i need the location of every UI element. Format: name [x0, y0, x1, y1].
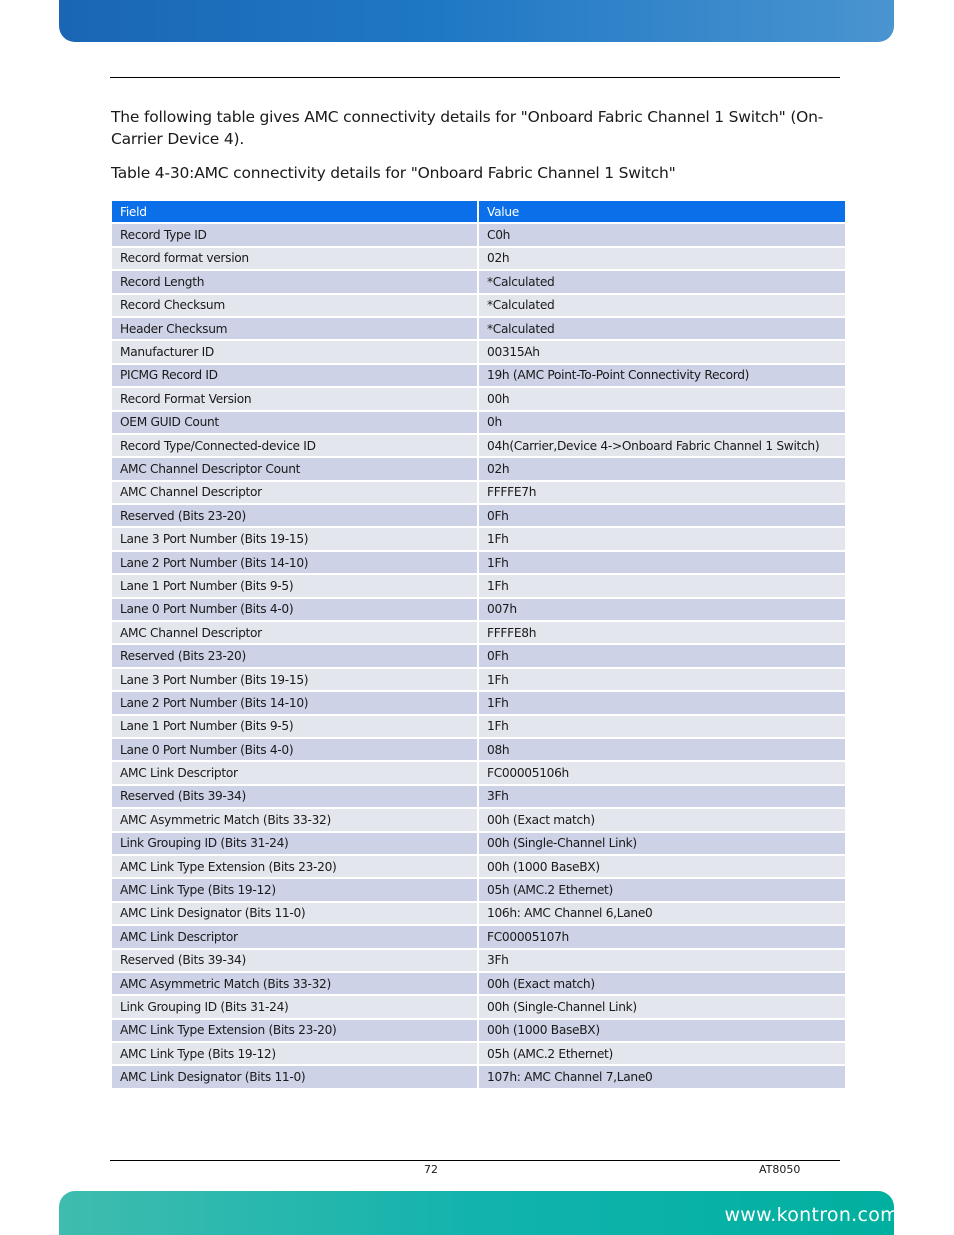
table-cell-field: Reserved (Bits 39-34)	[112, 950, 479, 973]
table-row	[112, 622, 845, 645]
table-cell-field: Lane 3 Port Number (Bits 19-15)	[112, 528, 479, 551]
table-cell-field: Record Type ID	[112, 224, 479, 247]
table-row	[112, 716, 845, 739]
table-cell-value: 00h (1000 BaseBX)	[479, 856, 845, 879]
table-row	[112, 271, 845, 294]
table-cell-field: Link Grouping ID (Bits 31-24)	[112, 996, 479, 1019]
table-row	[112, 341, 845, 364]
table-row	[112, 482, 845, 505]
table-cell-field: Record Length	[112, 271, 479, 294]
table-cell-value: FC00005107h	[479, 926, 845, 949]
table-row	[112, 809, 845, 832]
table-cell-field: AMC Link Designator (Bits 11-0)	[112, 1066, 479, 1089]
table-cell-field: Lane 3 Port Number (Bits 19-15)	[112, 669, 479, 692]
table-cell-value: 107h: AMC Channel 7,Lane0	[479, 1066, 845, 1089]
footer-rule	[110, 1160, 840, 1161]
table-cell-field: Lane 0 Port Number (Bits 4-0)	[112, 739, 479, 762]
table-cell-value: 19h (AMC Point-To-Point Connectivity Record)	[479, 365, 845, 388]
table-row	[112, 950, 845, 973]
table-cell-value: FFFFE7h	[479, 482, 845, 505]
table-cell-value: FC00005106h	[479, 762, 845, 785]
table-cell-field: PICMG Record ID	[112, 365, 479, 388]
table-cell-field: Link Grouping ID (Bits 31-24)	[112, 833, 479, 856]
table-cell-value: 08h	[479, 739, 845, 762]
document-id: AT8050	[759, 1163, 801, 1176]
table-cell-field: AMC Link Descriptor	[112, 762, 479, 785]
table-row	[112, 388, 845, 411]
table-cell-value: 00h (Exact match)	[479, 809, 845, 832]
table-row	[112, 1020, 845, 1043]
table-row	[112, 365, 845, 388]
table-cell-field: AMC Link Type (Bits 19-12)	[112, 879, 479, 902]
table-cell-field: Record Type/Connected-device ID	[112, 435, 479, 458]
table-cell-value: 00315Ah	[479, 341, 845, 364]
table-cell-value: 0Fh	[479, 645, 845, 668]
page-number: 72	[424, 1163, 438, 1176]
table-row	[112, 552, 845, 575]
table-cell-value: 3Fh	[479, 950, 845, 973]
table-row	[112, 528, 845, 551]
table-cell-field: Record Checksum	[112, 295, 479, 318]
table-cell-value: 007h	[479, 599, 845, 622]
table-body	[112, 224, 845, 1089]
table-row	[112, 739, 845, 762]
table-cell-value: 04h(Carrier,Device 4->Onboard Fabric Channel 1 Switch)	[479, 435, 845, 458]
table-cell-field: AMC Link Descriptor	[112, 926, 479, 949]
table-cell-field: AMC Link Type Extension (Bits 23-20)	[112, 1020, 479, 1043]
table-cell-value: *Calculated	[479, 271, 845, 294]
table-row	[112, 575, 845, 598]
table-cell-value: 1Fh	[479, 575, 845, 598]
table-cell-value: 1Fh	[479, 716, 845, 739]
table-cell-field: Lane 0 Port Number (Bits 4-0)	[112, 599, 479, 622]
table-row	[112, 692, 845, 715]
table-row	[112, 295, 845, 318]
table-row	[112, 833, 845, 856]
table-row	[112, 903, 845, 926]
table-cell-field: Reserved (Bits 23-20)	[112, 645, 479, 668]
table-cell-value: 00h (Exact match)	[479, 973, 845, 996]
top-banner	[59, 0, 894, 42]
table-row	[112, 412, 845, 435]
table-cell-field: Reserved (Bits 23-20)	[112, 505, 479, 528]
table-cell-value: 1Fh	[479, 528, 845, 551]
table-row	[112, 669, 845, 692]
table-cell-value: FFFFE8h	[479, 622, 845, 645]
table-cell-value: 00h (Single-Channel Link)	[479, 833, 845, 856]
table-cell-field: AMC Asymmetric Match (Bits 33-32)	[112, 973, 479, 996]
table-row	[112, 973, 845, 996]
table-cell-field: AMC Channel Descriptor Count	[112, 458, 479, 481]
table-row	[112, 879, 845, 902]
table-row	[112, 1066, 845, 1089]
table-caption: Table 4-30:AMC connectivity details for "Onboard Fabric Channel 1 Switch"	[111, 164, 676, 182]
table-row	[112, 318, 845, 341]
table-cell-value: 00h (1000 BaseBX)	[479, 1020, 845, 1043]
table-cell-field: Lane 1 Port Number (Bits 9-5)	[112, 575, 479, 598]
table-cell-field: Record Format Version	[112, 388, 479, 411]
table-row	[112, 996, 845, 1019]
table-cell-value: 106h: AMC Channel 6,Lane0	[479, 903, 845, 926]
table-cell-field: Lane 1 Port Number (Bits 9-5)	[112, 716, 479, 739]
table-row	[112, 248, 845, 271]
table-cell-value: 1Fh	[479, 669, 845, 692]
table-cell-field: Lane 2 Port Number (Bits 14-10)	[112, 692, 479, 715]
table-cell-value: 0h	[479, 412, 845, 435]
table-cell-field: Header Checksum	[112, 318, 479, 341]
table-cell-field: AMC Link Type Extension (Bits 23-20)	[112, 856, 479, 879]
table-cell-value: 00h (Single-Channel Link)	[479, 996, 845, 1019]
table-cell-field: AMC Link Type (Bits 19-12)	[112, 1043, 479, 1066]
table-cell-field: AMC Link Designator (Bits 11-0)	[112, 903, 479, 926]
table-row	[112, 786, 845, 809]
table-cell-field: Record format version	[112, 248, 479, 271]
table-cell-value: C0h	[479, 224, 845, 247]
column-header-field: Field	[112, 201, 479, 224]
table-cell-value: 1Fh	[479, 692, 845, 715]
table-cell-value: 02h	[479, 458, 845, 481]
table-cell-value: 3Fh	[479, 786, 845, 809]
table-cell-value: 05h (AMC.2 Ethernet)	[479, 1043, 845, 1066]
table-row	[112, 645, 845, 668]
website-link[interactable]: www.kontron.com	[724, 1204, 899, 1226]
table-cell-value: *Calculated	[479, 318, 845, 341]
header-rule	[110, 77, 840, 78]
table-row	[112, 762, 845, 785]
table-cell-value: 05h (AMC.2 Ethernet)	[479, 879, 845, 902]
table-row	[112, 505, 845, 528]
table-header-row	[112, 201, 845, 224]
table-row	[112, 458, 845, 481]
table-cell-field: OEM GUID Count	[112, 412, 479, 435]
table-row	[112, 856, 845, 879]
table-row	[112, 224, 845, 247]
table-cell-field: AMC Channel Descriptor	[112, 622, 479, 645]
table-cell-field: AMC Asymmetric Match (Bits 33-32)	[112, 809, 479, 832]
table-cell-field: AMC Channel Descriptor	[112, 482, 479, 505]
table-row	[112, 1043, 845, 1066]
table-cell-value: 02h	[479, 248, 845, 271]
table-row	[112, 926, 845, 949]
table-cell-field: Manufacturer ID	[112, 341, 479, 364]
table-cell-field: Reserved (Bits 39-34)	[112, 786, 479, 809]
table-row	[112, 435, 845, 458]
column-header-value: Value	[479, 201, 845, 224]
table-cell-value: 0Fh	[479, 505, 845, 528]
table-cell-field: Lane 2 Port Number (Bits 14-10)	[112, 552, 479, 575]
table-cell-value: *Calculated	[479, 295, 845, 318]
table-row	[112, 599, 845, 622]
table-cell-value: 1Fh	[479, 552, 845, 575]
intro-paragraph: The following table gives AMC connectivity details for "Onboard Fabric Channel 1 Switch" (On-Carrier Device 4).	[111, 108, 824, 148]
table-cell-value: 00h	[479, 388, 845, 411]
amc-connectivity-table	[112, 201, 845, 1090]
